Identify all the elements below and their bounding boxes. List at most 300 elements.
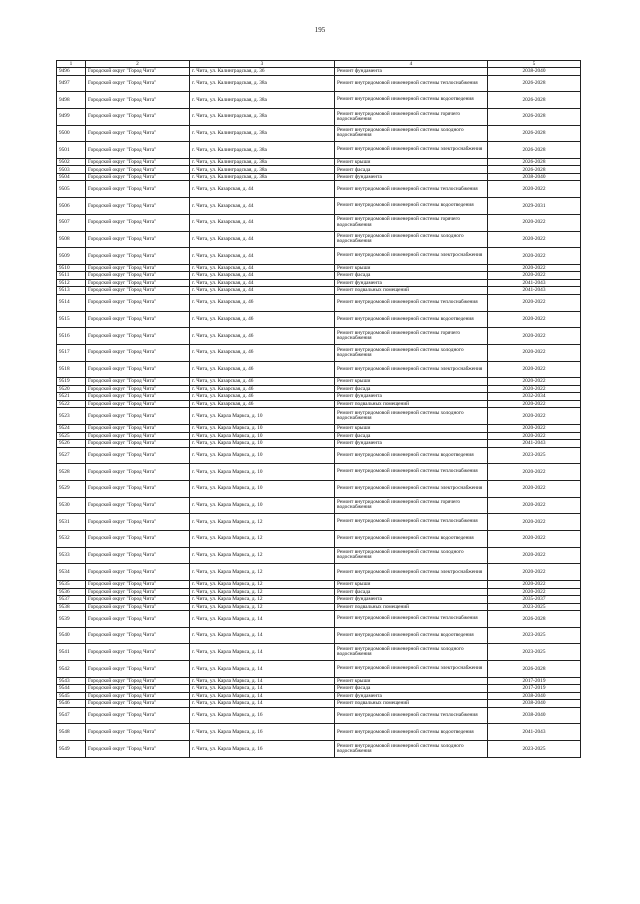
work-type-cell: Ремонт крыши <box>335 425 488 433</box>
municipality-cell: Городской округ "Город Чита" <box>86 92 190 109</box>
address-cell: г. Чита, ул. Казарская, д. 46 <box>190 393 335 401</box>
address-cell: г. Чита, ул. Казарская, д. 44 <box>190 181 335 198</box>
address-cell: г. Чита, ул. Карла Маркса, д. 12 <box>190 603 335 611</box>
address-cell: г. Чита, ул. Карла Маркса, д. 10 <box>190 440 335 448</box>
work-type-cell: Ремонт внутридомовой инженерной системы электроснабжения <box>335 361 488 378</box>
municipality-cell: Городской округ "Город Чита" <box>86 75 190 92</box>
table-row <box>57 741 581 758</box>
address-cell: г. Чита, ул. Карла Маркса, д. 14 <box>190 685 335 693</box>
municipality-cell: Городской округ "Город Чита" <box>86 581 190 589</box>
period-cell: 2020-2022 <box>488 480 581 497</box>
work-type-cell: Ремонт внутридомовой инженерной системы холодного водоснабжения <box>335 408 488 425</box>
address-cell: г. Чита, ул. Казарская, д. 46 <box>190 294 335 311</box>
work-type-cell: Ремонт фундамента <box>335 279 488 287</box>
row-number-cell: 9530 <box>57 497 86 514</box>
work-type-cell: Ремонт внутридомовой инженерной системы водоотведения <box>335 447 488 464</box>
period-cell: 2020-2022 <box>488 588 581 596</box>
municipality-cell: Городской округ "Город Чита" <box>86 125 190 142</box>
row-number-cell: 9534 <box>57 564 86 581</box>
work-type-cell: Ремонт внутридомовой инженерной системы горячего водоснабжения <box>335 108 488 125</box>
municipality-cell: Городской округ "Город Чита" <box>86 692 190 700</box>
address-cell: г. Чита, ул. Калинградская, д. 36 <box>190 68 335 76</box>
address-cell: г. Чита, ул. Карла Маркса, д. 16 <box>190 741 335 758</box>
row-number-cell: 9506 <box>57 198 86 215</box>
municipality-cell: Городской округ "Город Чита" <box>86 142 190 159</box>
address-cell: г. Чита, ул. Карла Маркса, д. 16 <box>190 724 335 741</box>
row-number-cell: 9542 <box>57 661 86 678</box>
row-number-cell: 9546 <box>57 700 86 708</box>
work-type-cell: Ремонт фундамента <box>335 393 488 401</box>
work-type-cell: Ремонт внутридомовой инженерной системы электроснабжения <box>335 248 488 265</box>
row-number-cell: 9529 <box>57 480 86 497</box>
work-type-cell: Ремонт внутридомовой инженерной системы электроснабжения <box>335 661 488 678</box>
address-cell: г. Чита, ул. Казарская, д. 46 <box>190 328 335 345</box>
work-type-cell: Ремонт внутридомовой инженерной системы горячего водоснабжения <box>335 214 488 231</box>
address-cell: г. Чита, ул. Карла Маркса, д. 10 <box>190 425 335 433</box>
table-row <box>57 596 581 604</box>
table-row <box>57 378 581 386</box>
address-cell: г. Чита, ул. Казарская, д. 46 <box>190 311 335 328</box>
municipality-cell: Городской округ "Город Чита" <box>86 344 190 361</box>
table-row <box>57 700 581 708</box>
work-type-cell: Ремонт крыши <box>335 378 488 386</box>
period-cell: 2020-2022 <box>488 385 581 393</box>
row-number-cell: 9528 <box>57 464 86 481</box>
period-cell: 2020-2022 <box>488 311 581 328</box>
row-number-cell: 9538 <box>57 603 86 611</box>
table-row <box>57 272 581 280</box>
table-row <box>57 68 581 76</box>
table-row <box>57 248 581 265</box>
period-cell: 2020-2022 <box>488 514 581 531</box>
address-cell: г. Чита, ул. Карла Маркса, д. 12 <box>190 581 335 589</box>
row-number-cell: 9524 <box>57 425 86 433</box>
period-cell: 2023-2025 <box>488 627 581 644</box>
address-cell: г. Чита, ул. Казарская, д. 44 <box>190 198 335 215</box>
work-type-cell: Ремонт внутридомовой инженерной системы горячего водоснабжения <box>335 497 488 514</box>
address-cell: г. Чита, ул. Карла Маркса, д. 12 <box>190 514 335 531</box>
period-cell: 2041-2043 <box>488 440 581 448</box>
period-cell: 2026-2028 <box>488 75 581 92</box>
work-type-cell: Ремонт внутридомовой инженерной системы теплоснабжения <box>335 514 488 531</box>
work-type-cell: Ремонт подвальных помещений <box>335 287 488 295</box>
period-cell: 2020-2022 <box>488 328 581 345</box>
period-cell: 2023-2025 <box>488 741 581 758</box>
row-number-cell: 9501 <box>57 142 86 159</box>
work-type-cell: Ремонт крыши <box>335 677 488 685</box>
table-row <box>57 173 581 181</box>
municipality-cell: Городской округ "Город Чита" <box>86 432 190 440</box>
period-cell: 2020-2022 <box>488 547 581 564</box>
period-cell: 2020-2022 <box>488 272 581 280</box>
row-number-cell: 9535 <box>57 581 86 589</box>
municipality-cell: Городской округ "Город Чита" <box>86 361 190 378</box>
address-cell: г. Чита, ул. Карла Маркса, д. 14 <box>190 677 335 685</box>
table-row <box>57 393 581 401</box>
row-number-cell: 9499 <box>57 108 86 125</box>
address-cell: г. Чита, ул. Карла Маркса, д. 10 <box>190 432 335 440</box>
work-type-cell: Ремонт фундамента <box>335 692 488 700</box>
table-row <box>57 588 581 596</box>
table-row <box>57 707 581 724</box>
period-cell: 2038-2040 <box>488 68 581 76</box>
table-row <box>57 627 581 644</box>
period-cell: 2023-2025 <box>488 447 581 464</box>
work-type-cell: Ремонт внутридомовой инженерной системы холодного водоснабжения <box>335 741 488 758</box>
period-cell: 2020-2022 <box>488 214 581 231</box>
table-row <box>57 425 581 433</box>
address-cell: г. Чита, ул. Казарская, д. 46 <box>190 385 335 393</box>
table-row <box>57 181 581 198</box>
address-cell: г. Чита, ул. Карла Маркса, д. 10 <box>190 447 335 464</box>
work-type-cell: Ремонт внутридомовой инженерной системы электроснабжения <box>335 564 488 581</box>
period-cell: 2038-2040 <box>488 700 581 708</box>
period-cell: 2038-2040 <box>488 707 581 724</box>
table-row <box>57 264 581 272</box>
table-row <box>57 447 581 464</box>
work-type-cell: Ремонт крыши <box>335 158 488 166</box>
row-number-cell: 9504 <box>57 173 86 181</box>
address-cell: г. Чита, ул. Калинградская, д. 38а <box>190 75 335 92</box>
work-type-cell: Ремонт внутридомовой инженерной системы водоотведения <box>335 530 488 547</box>
address-cell: г. Чита, ул. Казарская, д. 44 <box>190 287 335 295</box>
table-row <box>57 692 581 700</box>
row-number-cell: 9532 <box>57 530 86 547</box>
period-cell: 2035-2037 <box>488 596 581 604</box>
header-cell: 5 <box>488 61 581 68</box>
municipality-cell: Городской округ "Город Чита" <box>86 603 190 611</box>
row-number-cell: 9519 <box>57 378 86 386</box>
row-number-cell: 9539 <box>57 611 86 628</box>
period-cell: 2041-2043 <box>488 279 581 287</box>
period-cell: 2020-2022 <box>488 294 581 311</box>
work-type-cell: Ремонт крыши <box>335 581 488 589</box>
period-cell: 2020-2022 <box>488 361 581 378</box>
address-cell: г. Чита, ул. Казарская, д. 46 <box>190 361 335 378</box>
table-row <box>57 158 581 166</box>
period-cell: 2041-2043 <box>488 287 581 295</box>
table-header <box>57 61 581 68</box>
period-cell: 2020-2022 <box>488 248 581 265</box>
row-number-cell: 9505 <box>57 181 86 198</box>
table-row <box>57 294 581 311</box>
table-row <box>57 547 581 564</box>
row-number-cell: 9536 <box>57 588 86 596</box>
address-cell: г. Чита, ул. Калинградская, д. 38а <box>190 142 335 159</box>
row-number-cell: 9497 <box>57 75 86 92</box>
address-cell: г. Чита, ул. Карла Маркса, д. 10 <box>190 480 335 497</box>
address-cell: г. Чита, ул. Карла Маркса, д. 12 <box>190 596 335 604</box>
work-type-cell: Ремонт фасада <box>335 432 488 440</box>
address-cell: г. Чита, ул. Карла Маркса, д. 10 <box>190 408 335 425</box>
work-type-cell: Ремонт подвальных помещений <box>335 603 488 611</box>
period-cell: 2020-2022 <box>488 432 581 440</box>
work-type-cell: Ремонт внутридомовой инженерной системы холодного водоснабжения <box>335 344 488 361</box>
address-cell: г. Чита, ул. Казарская, д. 44 <box>190 214 335 231</box>
municipality-cell: Городской округ "Город Чита" <box>86 400 190 408</box>
table-row <box>57 514 581 531</box>
address-cell: г. Чита, ул. Карла Маркса, д. 14 <box>190 661 335 678</box>
header-cell: 1 <box>57 61 86 68</box>
row-number-cell: 9545 <box>57 692 86 700</box>
table-row <box>57 464 581 481</box>
table-row <box>57 661 581 678</box>
period-cell: 2020-2022 <box>488 464 581 481</box>
table-row <box>57 75 581 92</box>
table-row <box>57 92 581 109</box>
period-cell: 2020-2022 <box>488 400 581 408</box>
row-number-cell: 9549 <box>57 741 86 758</box>
municipality-cell: Городской округ "Город Чита" <box>86 611 190 628</box>
row-number-cell: 9508 <box>57 231 86 248</box>
row-number-cell: 9540 <box>57 627 86 644</box>
address-cell: г. Чита, ул. Казарская, д. 44 <box>190 272 335 280</box>
period-cell: 2026-2028 <box>488 142 581 159</box>
work-type-cell: Ремонт внутридомовой инженерной системы холодного водоснабжения <box>335 231 488 248</box>
work-type-cell: Ремонт внутридомовой инженерной системы теплоснабжения <box>335 294 488 311</box>
address-cell: г. Чита, ул. Карла Маркса, д. 14 <box>190 627 335 644</box>
municipality-cell: Городской округ "Город Чита" <box>86 158 190 166</box>
municipality-cell: Городской округ "Город Чита" <box>86 588 190 596</box>
work-type-cell: Ремонт внутридомовой инженерной системы холодного водоснабжения <box>335 125 488 142</box>
municipality-cell: Городской округ "Город Чита" <box>86 627 190 644</box>
municipality-cell: Городской округ "Город Чита" <box>86 248 190 265</box>
work-type-cell: Ремонт фасада <box>335 685 488 693</box>
municipality-cell: Городской округ "Город Чита" <box>86 231 190 248</box>
header-cell: 4 <box>335 61 488 68</box>
address-cell: г. Чита, ул. Калинградская, д. 38а <box>190 125 335 142</box>
municipality-cell: Городской округ "Город Чита" <box>86 198 190 215</box>
work-type-cell: Ремонт внутридомовой инженерной системы водоотведения <box>335 627 488 644</box>
work-type-cell: Ремонт внутридомовой инженерной системы теплоснабжения <box>335 75 488 92</box>
address-cell: г. Чита, ул. Карла Маркса, д. 12 <box>190 564 335 581</box>
address-cell: г. Чита, ул. Казарская, д. 44 <box>190 264 335 272</box>
work-type-cell: Ремонт фундамента <box>335 68 488 76</box>
table-row <box>57 328 581 345</box>
table-row <box>57 685 581 693</box>
row-number-cell: 9507 <box>57 214 86 231</box>
address-cell: г. Чита, ул. Калинградская, д. 38а <box>190 173 335 181</box>
row-number-cell: 9521 <box>57 393 86 401</box>
row-number-cell: 9518 <box>57 361 86 378</box>
work-type-cell: Ремонт внутридомовой инженерной системы теплоснабжения <box>335 181 488 198</box>
municipality-cell: Городской округ "Город Чита" <box>86 685 190 693</box>
period-cell: 2020-2022 <box>488 581 581 589</box>
period-cell: 2026-2028 <box>488 92 581 109</box>
address-cell: г. Чита, ул. Карла Маркса, д. 12 <box>190 588 335 596</box>
period-cell: 2020-2022 <box>488 378 581 386</box>
work-type-cell: Ремонт внутридомовой инженерной системы водоотведения <box>335 198 488 215</box>
row-number-cell: 9516 <box>57 328 86 345</box>
municipality-cell: Городской округ "Город Чита" <box>86 661 190 678</box>
row-number-cell: 9498 <box>57 92 86 109</box>
row-number-cell: 9520 <box>57 385 86 393</box>
municipality-cell: Городской округ "Город Чита" <box>86 68 190 76</box>
municipality-cell: Городской округ "Город Чита" <box>86 440 190 448</box>
municipality-cell: Городской округ "Город Чита" <box>86 464 190 481</box>
municipality-cell: Городской округ "Город Чита" <box>86 408 190 425</box>
period-cell: 2023-2025 <box>488 603 581 611</box>
period-cell: 2017-2019 <box>488 677 581 685</box>
table-row <box>57 724 581 741</box>
municipality-cell: Городской округ "Город Чита" <box>86 385 190 393</box>
municipality-cell: Городской округ "Город Чита" <box>86 328 190 345</box>
municipality-cell: Городской округ "Город Чита" <box>86 311 190 328</box>
work-type-cell: Ремонт внутридомовой инженерной системы теплоснабжения <box>335 707 488 724</box>
row-number-cell: 9517 <box>57 344 86 361</box>
row-number-cell: 9537 <box>57 596 86 604</box>
municipality-cell: Городской округ "Город Чита" <box>86 181 190 198</box>
work-type-cell: Ремонт фундамента <box>335 173 488 181</box>
work-type-cell: Ремонт внутридомовой инженерной системы горячего водоснабжения <box>335 328 488 345</box>
work-type-cell: Ремонт фасада <box>335 588 488 596</box>
municipality-cell: Городской округ "Город Чита" <box>86 514 190 531</box>
row-number-cell: 9526 <box>57 440 86 448</box>
row-number-cell: 9522 <box>57 400 86 408</box>
work-type-cell: Ремонт внутридомовой инженерной системы водоотведения <box>335 724 488 741</box>
municipality-cell: Городской округ "Город Чита" <box>86 530 190 547</box>
work-type-cell: Ремонт фасада <box>335 272 488 280</box>
address-cell: г. Чита, ул. Калинградская, д. 38а <box>190 166 335 174</box>
municipality-cell: Городской округ "Город Чита" <box>86 447 190 464</box>
municipality-cell: Городской округ "Город Чита" <box>86 393 190 401</box>
table-row <box>57 400 581 408</box>
row-number-cell: 9496 <box>57 68 86 76</box>
address-cell: г. Чита, ул. Карла Маркса, д. 12 <box>190 547 335 564</box>
period-cell: 2029-2031 <box>488 198 581 215</box>
municipality-cell: Городской округ "Город Чита" <box>86 294 190 311</box>
municipality-cell: Городской округ "Город Чита" <box>86 108 190 125</box>
row-number-cell: 9544 <box>57 685 86 693</box>
municipality-cell: Городской округ "Город Чита" <box>86 497 190 514</box>
period-cell: 2026-2028 <box>488 108 581 125</box>
period-cell: 2020-2022 <box>488 181 581 198</box>
row-number-cell: 9541 <box>57 644 86 661</box>
table-row <box>57 142 581 159</box>
work-type-cell: Ремонт внутридомовой инженерной системы электроснабжения <box>335 142 488 159</box>
work-type-cell: Ремонт внутридомовой инженерной системы электроснабжения <box>335 480 488 497</box>
row-number-cell: 9531 <box>57 514 86 531</box>
work-type-cell: Ремонт внутридомовой инженерной системы водоотведения <box>335 311 488 328</box>
table-row <box>57 408 581 425</box>
municipality-cell: Городской округ "Город Чита" <box>86 741 190 758</box>
municipality-cell: Городской округ "Город Чита" <box>86 279 190 287</box>
row-number-cell: 9502 <box>57 158 86 166</box>
table-row <box>57 279 581 287</box>
row-number-cell: 9533 <box>57 547 86 564</box>
period-cell: 2038-2040 <box>488 692 581 700</box>
table-row <box>57 530 581 547</box>
row-number-cell: 9510 <box>57 264 86 272</box>
municipality-cell: Городской округ "Город Чита" <box>86 264 190 272</box>
work-type-cell: Ремонт подвальных помещений <box>335 700 488 708</box>
period-cell: 2020-2022 <box>488 264 581 272</box>
header-cell: 2 <box>86 61 190 68</box>
municipality-cell: Городской округ "Город Чита" <box>86 378 190 386</box>
table-row <box>57 497 581 514</box>
period-cell: 2026-2028 <box>488 661 581 678</box>
municipality-cell: Городской округ "Город Чита" <box>86 724 190 741</box>
address-cell: г. Чита, ул. Карла Маркса, д. 14 <box>190 700 335 708</box>
municipality-cell: Городской округ "Город Чита" <box>86 480 190 497</box>
period-cell: 2017-2019 <box>488 685 581 693</box>
row-number-cell: 9512 <box>57 279 86 287</box>
address-cell: г. Чита, ул. Казарская, д. 44 <box>190 231 335 248</box>
work-type-cell: Ремонт внутридомовой инженерной системы теплоснабжения <box>335 464 488 481</box>
row-number-cell: 9500 <box>57 125 86 142</box>
row-number-cell: 9525 <box>57 432 86 440</box>
municipality-cell: Городской округ "Город Чита" <box>86 214 190 231</box>
address-cell: г. Чита, ул. Казарская, д. 46 <box>190 344 335 361</box>
municipality-cell: Городской округ "Город Чита" <box>86 287 190 295</box>
table-row <box>57 344 581 361</box>
period-cell: 2041-2043 <box>488 724 581 741</box>
address-cell: г. Чита, ул. Калинградская, д. 38а <box>190 108 335 125</box>
row-number-cell: 9509 <box>57 248 86 265</box>
row-number-cell: 9548 <box>57 724 86 741</box>
period-cell: 2020-2022 <box>488 408 581 425</box>
period-cell: 2026-2028 <box>488 611 581 628</box>
work-type-cell: Ремонт внутридомовой инженерной системы водоотведения <box>335 92 488 109</box>
row-number-cell: 9543 <box>57 677 86 685</box>
municipality-cell: Городской округ "Город Чита" <box>86 547 190 564</box>
address-cell: г. Чита, ул. Карла Маркса, д. 14 <box>190 611 335 628</box>
table-row <box>57 108 581 125</box>
municipality-cell: Городской округ "Город Чита" <box>86 272 190 280</box>
period-cell: 2023-2025 <box>488 644 581 661</box>
row-number-cell: 9513 <box>57 287 86 295</box>
work-type-cell: Ремонт внутридомовой инженерной системы холодного водоснабжения <box>335 547 488 564</box>
address-cell: г. Чита, ул. Казарская, д. 44 <box>190 248 335 265</box>
table-row <box>57 644 581 661</box>
address-cell: г. Чита, ул. Карла Маркса, д. 12 <box>190 530 335 547</box>
work-type-cell: Ремонт внутридомовой инженерной системы теплоснабжения <box>335 611 488 628</box>
work-type-cell: Ремонт фундамента <box>335 440 488 448</box>
table-row <box>57 581 581 589</box>
work-type-cell: Ремонт внутридомовой инженерной системы холодного водоснабжения <box>335 644 488 661</box>
repair-schedule-table <box>56 60 581 758</box>
period-cell: 2020-2022 <box>488 425 581 433</box>
period-cell: 2026-2028 <box>488 158 581 166</box>
address-cell: г. Чита, ул. Карла Маркса, д. 10 <box>190 497 335 514</box>
row-number-cell: 9523 <box>57 408 86 425</box>
period-cell: 2020-2022 <box>488 231 581 248</box>
municipality-cell: Городской округ "Город Чита" <box>86 596 190 604</box>
row-number-cell: 9547 <box>57 707 86 724</box>
address-cell: г. Чита, ул. Калинградская, д. 38а <box>190 92 335 109</box>
period-cell: 2020-2022 <box>488 564 581 581</box>
address-cell: г. Чита, ул. Калинградская, д. 38а <box>190 158 335 166</box>
row-number-cell: 9511 <box>57 272 86 280</box>
municipality-cell: Городской округ "Город Чита" <box>86 677 190 685</box>
table-row <box>57 611 581 628</box>
address-cell: г. Чита, ул. Казарская, д. 46 <box>190 378 335 386</box>
address-cell: г. Чита, ул. Казарская, д. 44 <box>190 279 335 287</box>
table-row <box>57 677 581 685</box>
period-cell: 2020-2022 <box>488 530 581 547</box>
address-cell: г. Чита, ул. Карла Маркса, д. 14 <box>190 692 335 700</box>
table-row <box>57 603 581 611</box>
municipality-cell: Городской округ "Город Чита" <box>86 700 190 708</box>
address-cell: г. Чита, ул. Карла Маркса, д. 14 <box>190 644 335 661</box>
municipality-cell: Городской округ "Город Чита" <box>86 425 190 433</box>
table-row <box>57 564 581 581</box>
municipality-cell: Городской округ "Город Чита" <box>86 644 190 661</box>
row-number-cell: 9515 <box>57 311 86 328</box>
row-number-cell: 9527 <box>57 447 86 464</box>
table-row <box>57 432 581 440</box>
period-cell: 2026-2028 <box>488 166 581 174</box>
